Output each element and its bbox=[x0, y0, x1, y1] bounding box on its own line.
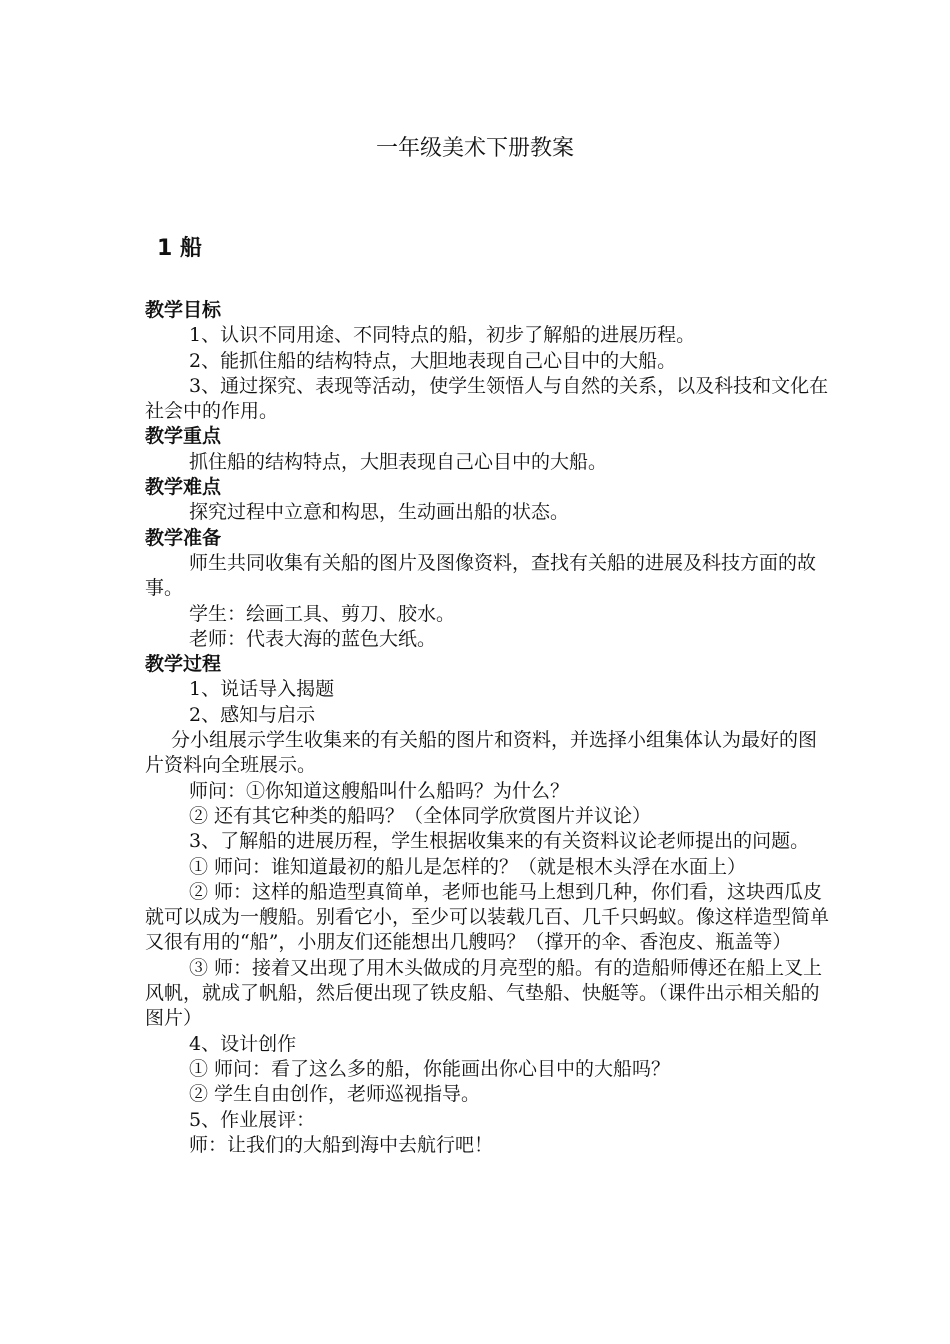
process-paragraph: 3、了解船的进展历程，学生根据收集来的有关资料议论老师提出的问题。 bbox=[189, 830, 810, 853]
lesson-title: 1 船 bbox=[157, 236, 202, 261]
objective-item: 1、认识不同用途、不同特点的船，初步了解船的进展历程。 bbox=[189, 324, 696, 347]
process-paragraph: 4、设计创作 bbox=[189, 1032, 297, 1055]
process-paragraph: 5、作业展评： bbox=[189, 1108, 316, 1131]
process-paragraph: ① 师问：看了这么多的船，你能画出你心目中的大船吗？ bbox=[189, 1057, 671, 1080]
lesson-content bbox=[145, 298, 835, 1158]
section-heading-preparation: 教学准备 bbox=[145, 526, 222, 549]
process-paragraph: 1、说话导入揭题 bbox=[189, 678, 335, 701]
process-paragraph: 师：让我们的大船到海中去航行吧！ bbox=[189, 1133, 494, 1156]
process-paragraph: ② 还有其它种类的船吗？（全体同学欣赏图片并议论） bbox=[189, 804, 652, 827]
process-paragraph: 师问：①你知道这艘船叫什么船吗？为什么？ bbox=[189, 779, 570, 802]
process-paragraph: ① 师问：谁知道最初的船儿是怎样的？（就是根木头浮在水面上） bbox=[189, 855, 747, 878]
document-title: 一年级美术下册教案 bbox=[375, 136, 574, 161]
section-heading-process: 教学过程 bbox=[145, 653, 222, 676]
process-paragraph: ② 学生自由创作，老师巡视指导。 bbox=[189, 1083, 481, 1106]
objective-item: 2、能抓住船的结构特点，大胆地表现自己心目中的大船。 bbox=[189, 349, 677, 372]
process-paragraph: 2、感知与启示 bbox=[189, 703, 316, 726]
section-heading-key-points: 教学重点 bbox=[145, 425, 222, 448]
section-heading-difficulties: 教学难点 bbox=[145, 476, 222, 499]
preparation-item: 师生共同收集有关船的图片及图像资料，查找有关船的进展及科技方面的故事。 bbox=[145, 551, 817, 600]
key-points-text: 抓住船的结构特点，大胆表现自己心目中的大船。 bbox=[189, 450, 608, 473]
process-paragraph: 分小组展示学生收集来的有关船的图片和资料，并选择小组集体认为最好的图片资料向全班展示。 bbox=[145, 729, 818, 777]
preparation-item: 老师：代表大海的蓝色大纸。 bbox=[189, 627, 437, 650]
process-paragraph: ② 师：这样的船造型真简单，老师也能马上想到几种，你们看，这块西瓜皮就可以成为一艘船。别看它小，至少可以装载几百、几千只蚂蚁。像这样造型简单又很有用的“船”，小朋友们还能想出几艘吗？（撑开的伞、香泡皮、瓶盖等） bbox=[145, 880, 830, 954]
section-heading-objectives: 教学目标 bbox=[145, 299, 222, 321]
difficulties-text: 探究过程中立意和构思，生动画出船的状态。 bbox=[189, 501, 570, 524]
objective-item: 3、通过探究、表现等活动，使学生领悟人与自然的关系，以及科技和文化在社会中的作用。 bbox=[145, 374, 829, 423]
preparation-item: 学生：绘画工具、剪刀、胶水。 bbox=[189, 602, 456, 625]
process-paragraph: ③ 师：接着又出现了用木头做成的月亮型的船。有的造船师傅还在船上叉上风帆，就成了帆船，然后便出现了铁皮船、气垫船、快艇等。（课件出示相关船的图片） bbox=[145, 956, 823, 1030]
